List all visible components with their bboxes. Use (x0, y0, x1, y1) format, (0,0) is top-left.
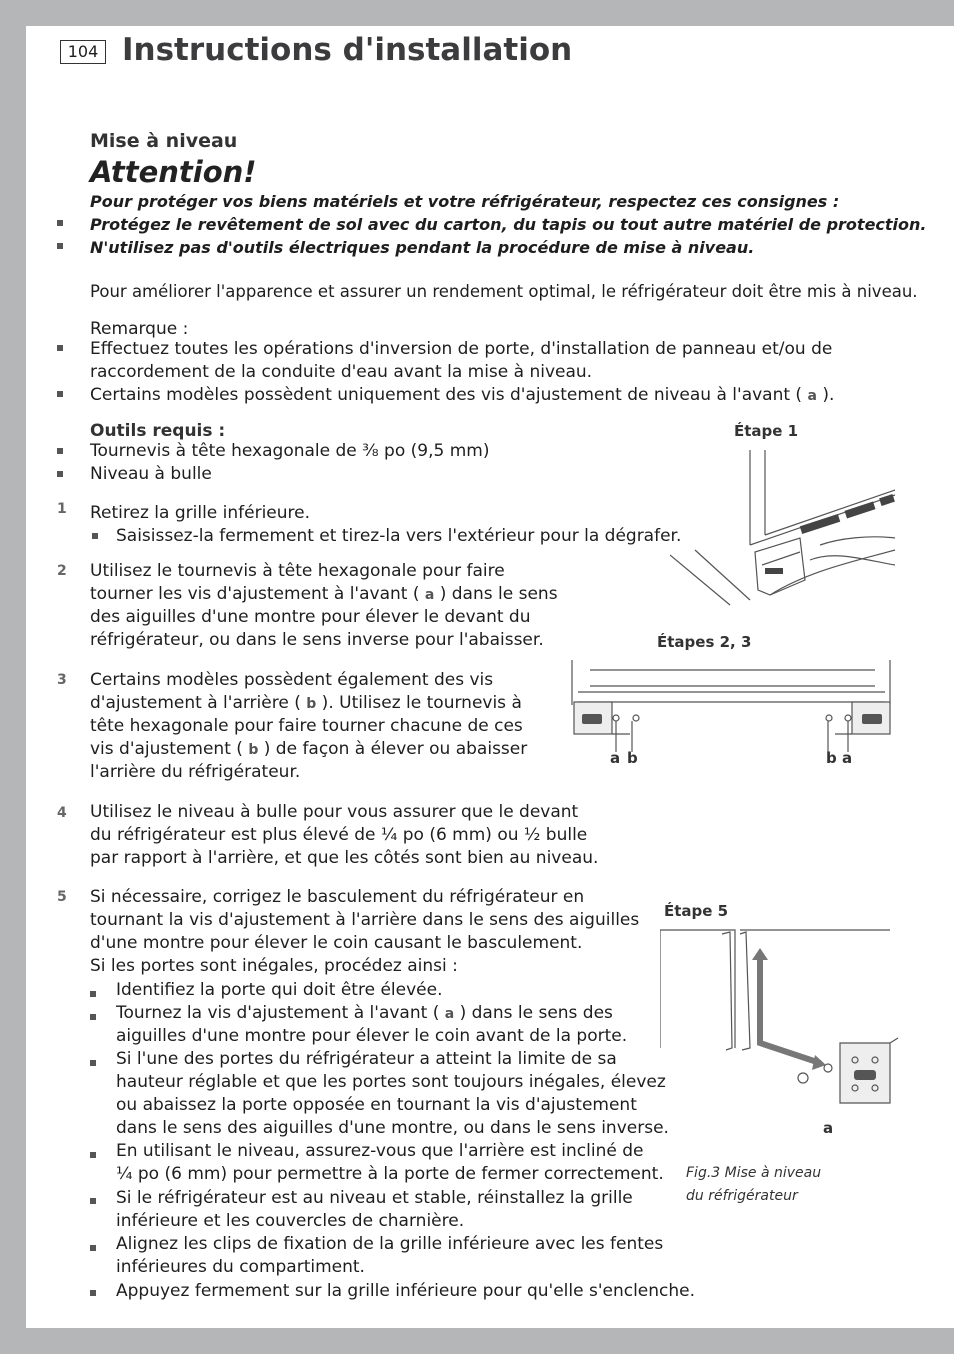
step1-illustration (670, 450, 900, 610)
step-text: du réfrigérateur est plus élevé de ¼ po (6 mm) ou ½ bulle (90, 825, 588, 845)
bullet-marker (90, 1290, 96, 1296)
tools-heading: Outils requis : (90, 421, 226, 441)
bullet-marker (57, 391, 63, 397)
step-text: Certains modèles possèdent également des vis (90, 670, 494, 690)
step-number: 5 (57, 889, 67, 905)
bullet-marker (57, 345, 63, 351)
step-text: Si nécessaire, corrigez le basculement du réfrigérateur en (90, 887, 585, 907)
step-number: 4 (57, 805, 67, 821)
step-text: Utilisez le niveau à bulle pour vous assurer que le devant (90, 802, 579, 822)
remarque-item: Certains modèles possèdent uniquement des vis d'ajustement de niveau à l'avant ( a ). (90, 385, 835, 405)
step-subitem: ¼ po (6 mm) pour permettre à la porte de fermer correctement. (116, 1164, 664, 1184)
page-number: 104 (60, 40, 106, 64)
step-text: tourner les vis d'ajustement à l'avant ( a ) dans le sens (90, 584, 558, 604)
bullet-marker (90, 1198, 96, 1204)
figure-caption-steps23: Étapes 2, 3 (657, 633, 752, 651)
step-text: réfrigérateur, ou dans le sens inverse pour l'abaisser. (90, 630, 544, 650)
step-subitem: aiguilles d'une montre pour élever le coin avant de la porte. (116, 1026, 628, 1046)
step-text: vis d'ajustement ( b ) de façon à élever ou abaisser (90, 739, 528, 759)
label-a: a (610, 749, 621, 767)
intro-text: Pour améliorer l'apparence et assurer un rendement optimal, le réfrigérateur doit être mis à niveau. (90, 282, 918, 301)
warning-item: N'utilisez pas d'outils électriques pendant la procédure de mise à niveau. (90, 238, 755, 257)
step-subitem: inférieures du compartiment. (116, 1257, 365, 1277)
step-subitem: Si le réfrigérateur est au niveau et stable, réinstallez la grille (116, 1188, 633, 1208)
figure-caption-line: Fig.3 Mise à niveau (686, 1165, 822, 1181)
step-text: Si les portes sont inégales, procédez ainsi : (90, 956, 458, 976)
section-heading: Mise à niveau (90, 130, 238, 152)
tool-item: Tournevis à tête hexagonale de ⅜ po (9,5 mm) (90, 441, 490, 461)
attention-heading: Attention! (90, 155, 257, 189)
step5-illustration (660, 928, 900, 1118)
label-a: a (842, 749, 853, 767)
step-text: d'ajustement à l'arrière ( b ). Utilisez le tournevis à (90, 693, 522, 713)
step-subitem: dans le sens des aiguilles d'une montre, ou dans le sens inverse. (116, 1118, 669, 1138)
step-text: l'arrière du réfrigérateur. (90, 762, 301, 782)
step-subitem: Tournez la vis d'ajustement à l'avant ( a ) dans le sens des (116, 1003, 613, 1023)
label-b: b (627, 749, 638, 767)
step-text: des aiguilles d'une montre pour élever le devant du (90, 607, 531, 627)
step-subitem: inférieure et les couvercles de charnière. (116, 1211, 465, 1231)
bullet-marker (90, 1060, 96, 1066)
figure-caption-line: du réfrigérateur (686, 1188, 798, 1204)
figure-caption-step1: Étape 1 (734, 422, 799, 440)
bullet-marker (92, 533, 98, 539)
step-text: d'une montre pour élever le coin causant le basculement. (90, 933, 583, 953)
remarque-label: Remarque : (90, 319, 189, 339)
step-subitem: hauteur réglable et que les portes sont toujours inégales, élevez (116, 1072, 666, 1092)
bullet-marker (90, 991, 96, 997)
label-b: b (826, 749, 837, 767)
step-text: par rapport à l'arrière, et que les côtés sont bien au niveau. (90, 848, 599, 868)
bullet-marker (57, 471, 63, 477)
bullet-marker (90, 1245, 96, 1251)
step-subitem: Saisissez-la fermement et tirez-la vers l'extérieur pour la dégrafer. (116, 526, 682, 546)
step-subitem: ou abaissez la porte opposée en tournant la vis d'ajustement (116, 1095, 637, 1115)
remarque-item: Effectuez toutes les opérations d'inversion de porte, d'installation de panneau et/ou de (90, 339, 833, 359)
label-a: a (823, 1119, 834, 1137)
bullet-marker (90, 1014, 96, 1020)
step-subitem: Alignez les clips de fixation de la grille inférieure avec les fentes (116, 1234, 664, 1254)
bullet-marker (57, 448, 63, 454)
step-subitem: Identifiez la porte qui doit être élevée. (116, 980, 443, 1000)
step-text: tournant la vis d'ajustement à l'arrière dans le sens des aiguilles (90, 910, 640, 930)
bullet-marker (90, 1152, 96, 1158)
step-subitem: Appuyez fermement sur la grille inférieure pour qu'elle s'enclenche. (116, 1281, 696, 1301)
tool-item: Niveau à bulle (90, 464, 212, 484)
step-number: 2 (57, 563, 67, 579)
step-text: tête hexagonale pour faire tourner chacune de ces (90, 716, 523, 736)
step-subitem: Si l'une des portes du réfrigérateur a atteint la limite de sa (116, 1049, 617, 1069)
steps23-illustration (570, 660, 895, 755)
step-number: 3 (57, 672, 67, 688)
step-subitem: En utilisant le niveau, assurez-vous que l'arrière est incliné de (116, 1141, 644, 1161)
step-number: 1 (57, 501, 67, 517)
step-text: Retirez la grille inférieure. (90, 503, 311, 523)
warning-intro: Pour protéger vos biens matériels et votre réfrigérateur, respectez ces consignes : (90, 192, 840, 211)
figure-caption-step5: Étape 5 (664, 902, 729, 920)
warning-item: Protégez le revêtement de sol avec du carton, du tapis ou tout autre matériel de protection. (90, 215, 927, 234)
bullet-marker (57, 243, 63, 249)
page-title: Instructions d'installation (122, 32, 573, 68)
bullet-marker (57, 220, 63, 226)
step-text: Utilisez le tournevis à tête hexagonale pour faire (90, 561, 505, 581)
remarque-item: raccordement de la conduite d'eau avant la mise à niveau. (90, 362, 593, 382)
